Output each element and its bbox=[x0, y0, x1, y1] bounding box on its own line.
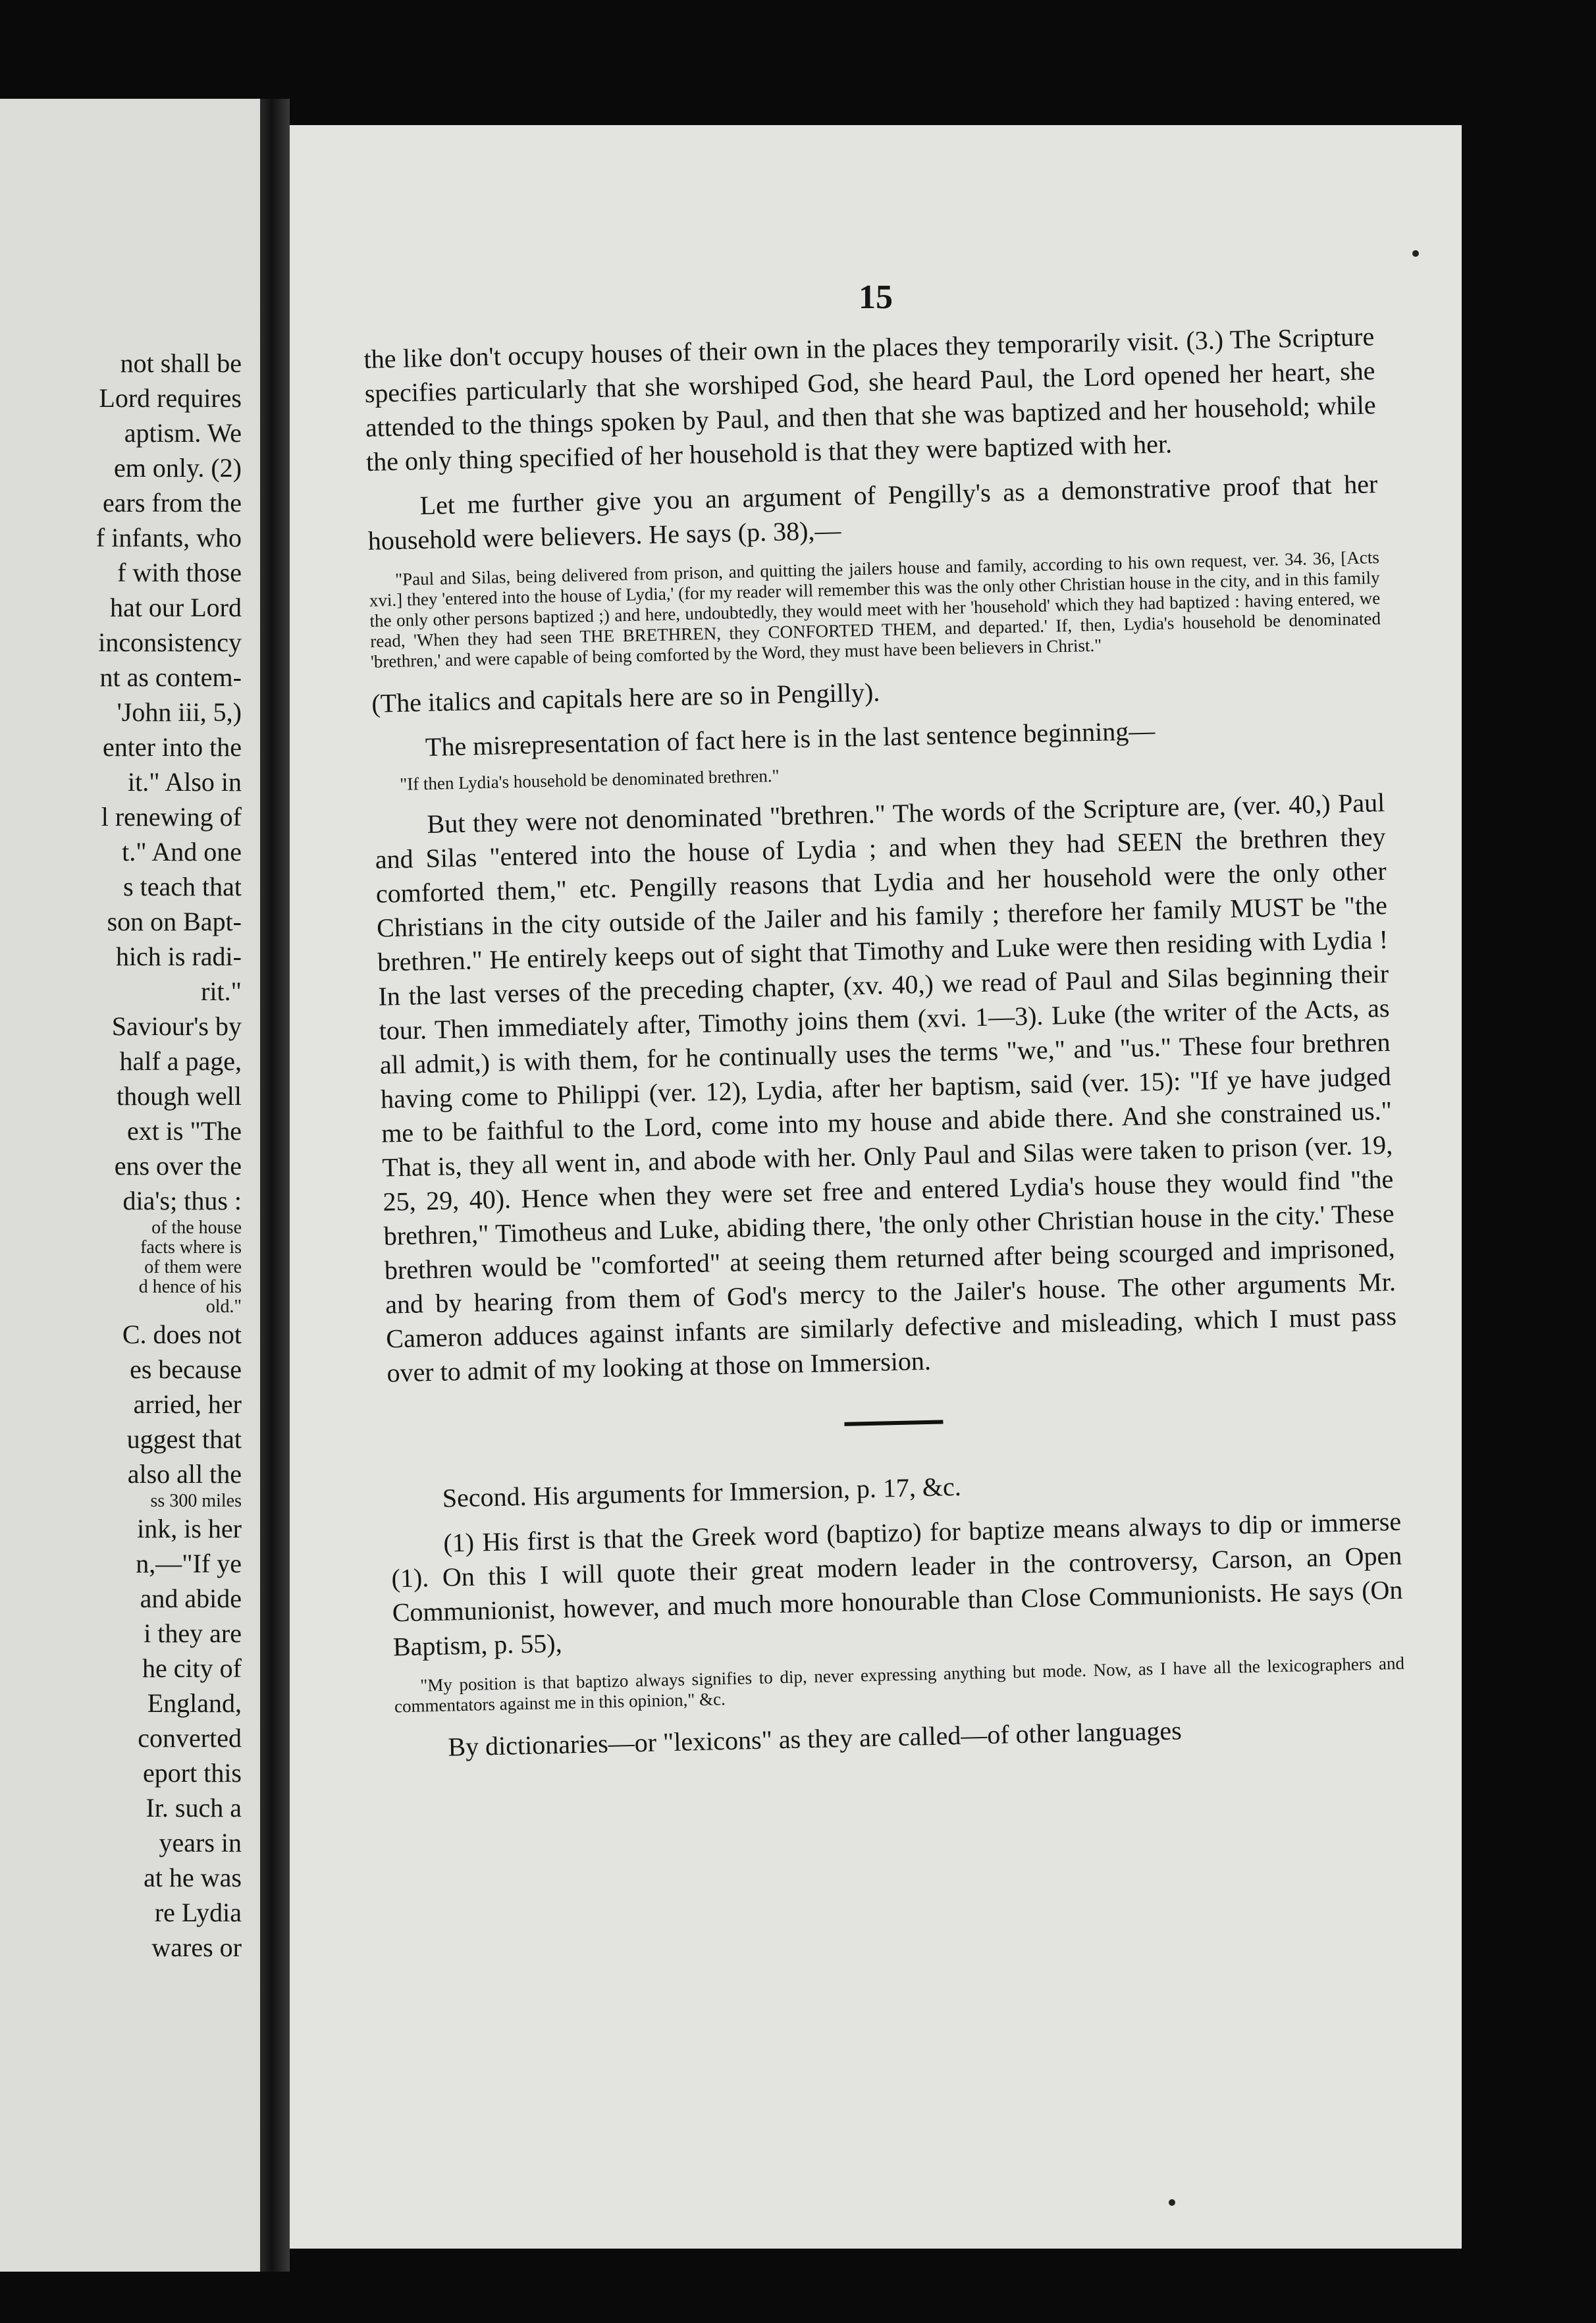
left-page-line: of the house bbox=[151, 1217, 242, 1238]
page-number: 15 bbox=[859, 279, 893, 316]
left-page-line: C. does not bbox=[122, 1320, 242, 1349]
left-page-line: t." And one bbox=[122, 837, 242, 867]
paragraph-brethren-rebuttal: But they were not denominated "brethren." The words of the Scripture are, (ver. 40,) Paul and Silas "entered into the house of Lydia ; and when they had SEEN the brethren they comforted them," etc. Pengilly reasons that Lydia and her household were the only other Christians in the city outside of the Jailer and his family ; therefore her family MUST be "the brethren." He entirely keeps out of sight that Timothy and Luke were then residing with Lydia ! In the last verses of the preceding chapter, (xv. 40,) we read of Paul and Silas beginning their tour. Then immediately after, Timothy joins them (xvi. 1—3). Luke (the writer of the Acts, as all admit,) is with them, for he continually uses the terms "we," and "us." These four brethren having come to Philippi (ver. 12), Lydia, after her baptism, said (ver. 15): "If ye have judged me to be faithful to the Lord, come into my house and abide there. And she constrained us." That is, they all went in, and abode with her. Only Paul and Silas were taken to prison (ver. 19, 25, 29, 40). Hence when they were set free and entered Lydia's house they would find "the brethren," Timotheus and Luke, abiding there, 'the only other Christian house in the city.' These brethren would be "comforted" at seeing them returned after being scourged and imprisoned, and by hearing from them of God's mercy to the Jailer's house. The other arguments Mr. Cameron adduces against infants are similarly defective and misleading, which I must pass over to admit of my looking at those on Immersion. bbox=[375, 787, 1397, 1388]
left-page-line: England, bbox=[147, 1688, 242, 1718]
left-page-line: ext is "The bbox=[126, 1116, 242, 1146]
quote-lydia-household: "If then Lydia's household be denominated brethren." bbox=[399, 765, 780, 794]
left-page-fragment bbox=[0, 99, 260, 2272]
print-speck bbox=[1169, 2199, 1175, 2206]
left-page-line: hat our Lord bbox=[110, 593, 242, 622]
paragraph-lydia-worship: the like don't occupy houses of their own in the places they temporarily visit. (3.) The Scripture specifies particularly that she worshiped God, she heard Paul, the Lord opened her heart, she attended to the things spoken by Paul, and then that she was baptized and her household; while the only thing specified of her household is that they were baptized with her. bbox=[363, 321, 1377, 477]
left-page-lines bbox=[0, 346, 260, 1965]
left-page-line: ink, is her bbox=[137, 1514, 242, 1543]
left-page-line: ens over the bbox=[114, 1151, 242, 1181]
left-page-line: n,—"If ye bbox=[136, 1549, 242, 1578]
section-divider bbox=[844, 1420, 943, 1426]
left-page-line: ss 300 miles bbox=[150, 1491, 242, 1511]
paragraph-misrepresentation: The misrepresentation of fact here is in the last sentence beginning— bbox=[425, 715, 1156, 762]
left-page-line: though well bbox=[117, 1081, 242, 1111]
left-page-line: Ir. such a bbox=[146, 1793, 242, 1823]
left-page-line: rit." bbox=[201, 976, 242, 1006]
left-page-line: eport this bbox=[143, 1758, 242, 1788]
left-page-line: aptism. We bbox=[124, 418, 242, 448]
left-page-line: re Lydia bbox=[154, 1898, 242, 1927]
left-page-line: enter into the bbox=[102, 732, 242, 762]
left-page-line: f infants, who bbox=[95, 523, 242, 552]
quote-carson: "My position is that baptizo always signifies to dip, never expressing anything but mode. Now, as I have all the lexicographers and commentators against me in this opinion," &c. bbox=[394, 1653, 1405, 1717]
left-page-line: it." Also in bbox=[127, 767, 242, 797]
paragraph-pengilly-argument: Let me further give you an argument of Pengilly's as a demonstrative proof that her household were believers. He says (p. 38),— bbox=[367, 469, 1378, 556]
left-page-line: s teach that bbox=[123, 872, 242, 901]
quote-pengilly: "Paul and Silas, being delivered from prison, and quitting the jailers house and family, according to his own request, ver. 34. 36, [Acts xvi.] they 'entered into the house of Lydia,' (for my reader will remember this was the only other Christian house in the city, and in this family the only other persons baptized ;) and here, undoubtedly, they would meet with her 'household' which they had baptized : having entered, we read, 'When they had seen THE BRETHREN, they CONFORTED THEM, and departed.' If, then, Lydia's household be denominated 'brethren,' and were capable of being comforted by the Word, they must have been believers in Christ." bbox=[369, 547, 1381, 672]
left-page-line: not shall be bbox=[120, 348, 242, 378]
left-page-line: em only. (2) bbox=[113, 453, 242, 483]
left-page-line: nt as contem- bbox=[99, 662, 242, 692]
left-page-line: wares or bbox=[151, 1933, 242, 1962]
left-page-line: dia's; thus : bbox=[122, 1186, 242, 1215]
left-page-line: f with those bbox=[117, 558, 242, 587]
left-page-line: of them were bbox=[144, 1257, 242, 1277]
left-page-line: arried, her bbox=[133, 1389, 242, 1419]
left-page-line: i they are bbox=[144, 1618, 242, 1648]
right-page bbox=[290, 125, 1462, 2249]
print-speck bbox=[1412, 250, 1419, 257]
left-page-line: d hence of his bbox=[138, 1277, 242, 1297]
paragraph-baptizo: (1) His first is that the Greek word (baptizo) for baptize means always to dip or immerse (1). On this I will quote their great modern leader in the controversy, Carson, an Open Communionist, however, and much more honourable than Close Communionists. He says (On Baptism, p. 55), bbox=[391, 1506, 1403, 1662]
left-page-line: inconsistency bbox=[98, 627, 242, 657]
left-page-line: at he was bbox=[144, 1863, 242, 1892]
left-page-line: es because bbox=[130, 1354, 242, 1384]
left-page-line: old." bbox=[205, 1296, 242, 1317]
left-page-line: facts where is bbox=[140, 1237, 242, 1258]
paragraph-lexicons: By dictionaries—or "lexicons" as they are called—of other languages bbox=[447, 1715, 1183, 1762]
left-page-line: ears from the bbox=[102, 488, 242, 518]
left-page-line: l renewing of bbox=[101, 802, 242, 832]
left-page-line: also all the bbox=[127, 1459, 242, 1489]
left-page-line: years in bbox=[159, 1828, 242, 1857]
paragraph-italics-note: (The italics and capitals here are so in Pengilly). bbox=[371, 677, 880, 718]
book-gutter bbox=[260, 99, 290, 2272]
left-page-line: Saviour's by bbox=[111, 1011, 242, 1041]
left-page-line: son on Bapt- bbox=[107, 907, 242, 936]
heading-second-arguments: Second. His arguments for Immersion, p. 17, &c. bbox=[442, 1471, 962, 1513]
left-page-line: half a page, bbox=[119, 1046, 242, 1076]
left-page-line: and abide bbox=[140, 1584, 242, 1613]
left-page-line: 'John iii, 5,) bbox=[117, 697, 242, 727]
left-page-line: converted bbox=[138, 1723, 242, 1753]
page-body bbox=[363, 319, 1406, 1765]
left-page-line: Lord requires bbox=[99, 383, 242, 413]
left-page-line: hich is radi- bbox=[115, 942, 242, 971]
left-page-line: he city of bbox=[142, 1653, 242, 1683]
left-page-line: uggest that bbox=[126, 1424, 242, 1454]
